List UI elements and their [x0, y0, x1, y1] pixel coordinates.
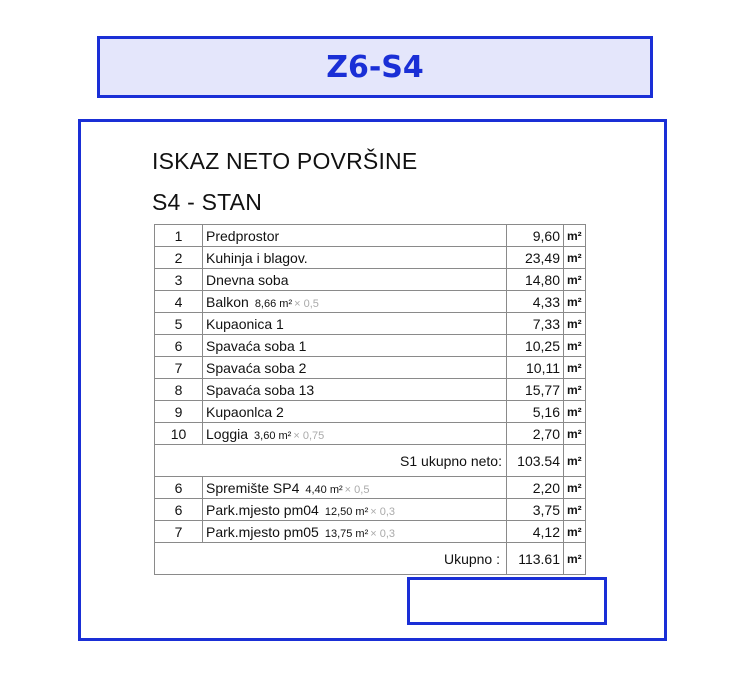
table-row [155, 335, 586, 357]
row-name [203, 499, 507, 521]
row-unit: m² [564, 269, 586, 291]
row-calc-factor: × 0,3 [370, 505, 396, 518]
document-heading: ISKAZ NETO POVRŠINE [152, 148, 418, 174]
row-number: 5 [155, 313, 203, 335]
row-name-text: Spremište SP4 [206, 479, 300, 496]
unit-subheading: S4 - STAN [152, 189, 263, 215]
row-calc-factor: × 0,5 [294, 297, 319, 310]
row-name [203, 291, 507, 313]
row-calc [325, 528, 395, 540]
row-number: 9 [155, 401, 203, 423]
row-unit: m² [564, 423, 586, 445]
total-highlight-box [407, 577, 607, 625]
page-title: Z6-S4 [326, 49, 424, 85]
row-name [203, 313, 507, 335]
row-name [203, 269, 507, 291]
row-unit: m² [564, 335, 586, 357]
row-value: 2,20 [507, 477, 564, 499]
row-name-text: Kuhinja i blagov. [206, 249, 308, 266]
row-number: 2 [155, 247, 203, 269]
subtotal-unit: m² [564, 445, 586, 477]
row-calc-factor: × 0,3 [370, 527, 396, 540]
table-row [155, 521, 586, 543]
row-value: 3,75 [507, 499, 564, 521]
row-unit: m² [564, 401, 586, 423]
row-unit: m² [564, 247, 586, 269]
row-name-text: Kupaonlca 2 [206, 403, 284, 420]
row-unit: m² [564, 379, 586, 401]
total-label: Ukupno : [155, 543, 507, 575]
row-name-text: Park.mjesto pm05 [206, 523, 319, 540]
row-name-text: Loggia [206, 425, 249, 442]
table-row [155, 269, 586, 291]
row-number: 6 [155, 477, 203, 499]
row-value: 4,33 [507, 291, 564, 313]
table-row [155, 357, 586, 379]
subtotal-label: S1 ukupno neto: [155, 445, 507, 477]
total-row [155, 543, 586, 575]
row-value: 5,16 [507, 401, 564, 423]
title-banner [97, 36, 653, 98]
row-unit: m² [564, 225, 586, 247]
table-row [155, 401, 586, 423]
row-calc-area: 3,60 m² [254, 429, 292, 442]
row-name [203, 379, 507, 401]
area-table [154, 224, 586, 575]
table-row [155, 313, 586, 335]
table-row [155, 291, 586, 313]
row-value: 4,12 [507, 521, 564, 543]
row-calc-area: 4,40 m² [305, 483, 343, 496]
row-name-text: Predprostor [206, 227, 280, 244]
row-unit: m² [564, 357, 586, 379]
row-unit: m² [564, 521, 586, 543]
table-row [155, 423, 586, 445]
row-value: 2,70 [507, 423, 564, 445]
row-name-text: Park.mjesto pm04 [206, 501, 319, 518]
row-value: 14,80 [507, 269, 564, 291]
row-calc-area: 8,66 m² [254, 297, 293, 310]
row-unit: m² [564, 313, 586, 335]
row-number: 7 [155, 521, 203, 543]
subtotal-row [155, 445, 586, 477]
row-name [203, 401, 507, 423]
row-name-text: Spavaća soba 1 [206, 337, 307, 354]
document-frame [78, 119, 667, 641]
row-calc [255, 298, 319, 310]
row-calc [254, 430, 324, 442]
row-calc-factor: × 0,5 [344, 483, 370, 496]
row-calc [305, 484, 369, 496]
row-name [203, 335, 507, 357]
row-name [203, 423, 507, 445]
row-value: 10,11 [507, 357, 564, 379]
table-row [155, 225, 586, 247]
total-unit: m² [564, 543, 586, 575]
row-name-text: Balkon [206, 293, 249, 310]
row-calc-factor: × 0,75 [293, 429, 325, 442]
row-value: 10,25 [507, 335, 564, 357]
row-name-text: Dnevna soba [206, 271, 289, 288]
table-row [155, 499, 586, 521]
table-row [155, 379, 586, 401]
row-value: 23,49 [507, 247, 564, 269]
row-name [203, 247, 507, 269]
row-name-text: Spavaća soba 2 [206, 359, 307, 376]
total-value: 113.61 [507, 543, 564, 575]
row-name-text: Kupaonica 1 [206, 315, 284, 332]
row-calc-area: 13,75 m² [324, 527, 369, 540]
row-value: 15,77 [507, 379, 564, 401]
row-calc [325, 506, 395, 518]
row-unit: m² [564, 477, 586, 499]
row-number: 4 [155, 291, 203, 313]
row-name [203, 521, 507, 543]
row-value: 9,60 [507, 225, 564, 247]
row-unit: m² [564, 499, 586, 521]
row-name [203, 477, 507, 499]
row-number: 10 [155, 423, 203, 445]
row-number: 1 [155, 225, 203, 247]
row-unit: m² [564, 291, 586, 313]
row-number: 8 [155, 379, 203, 401]
row-number: 3 [155, 269, 203, 291]
row-name [203, 225, 507, 247]
row-number: 6 [155, 499, 203, 521]
subtotal-value: 103.54 [507, 445, 564, 477]
table-row [155, 477, 586, 499]
row-name [203, 357, 507, 379]
row-number: 7 [155, 357, 203, 379]
row-number: 6 [155, 335, 203, 357]
row-name-text: Spavaća soba 13 [206, 381, 315, 398]
row-value: 7,33 [507, 313, 564, 335]
row-calc-area: 12,50 m² [324, 505, 369, 518]
table-row [155, 247, 586, 269]
